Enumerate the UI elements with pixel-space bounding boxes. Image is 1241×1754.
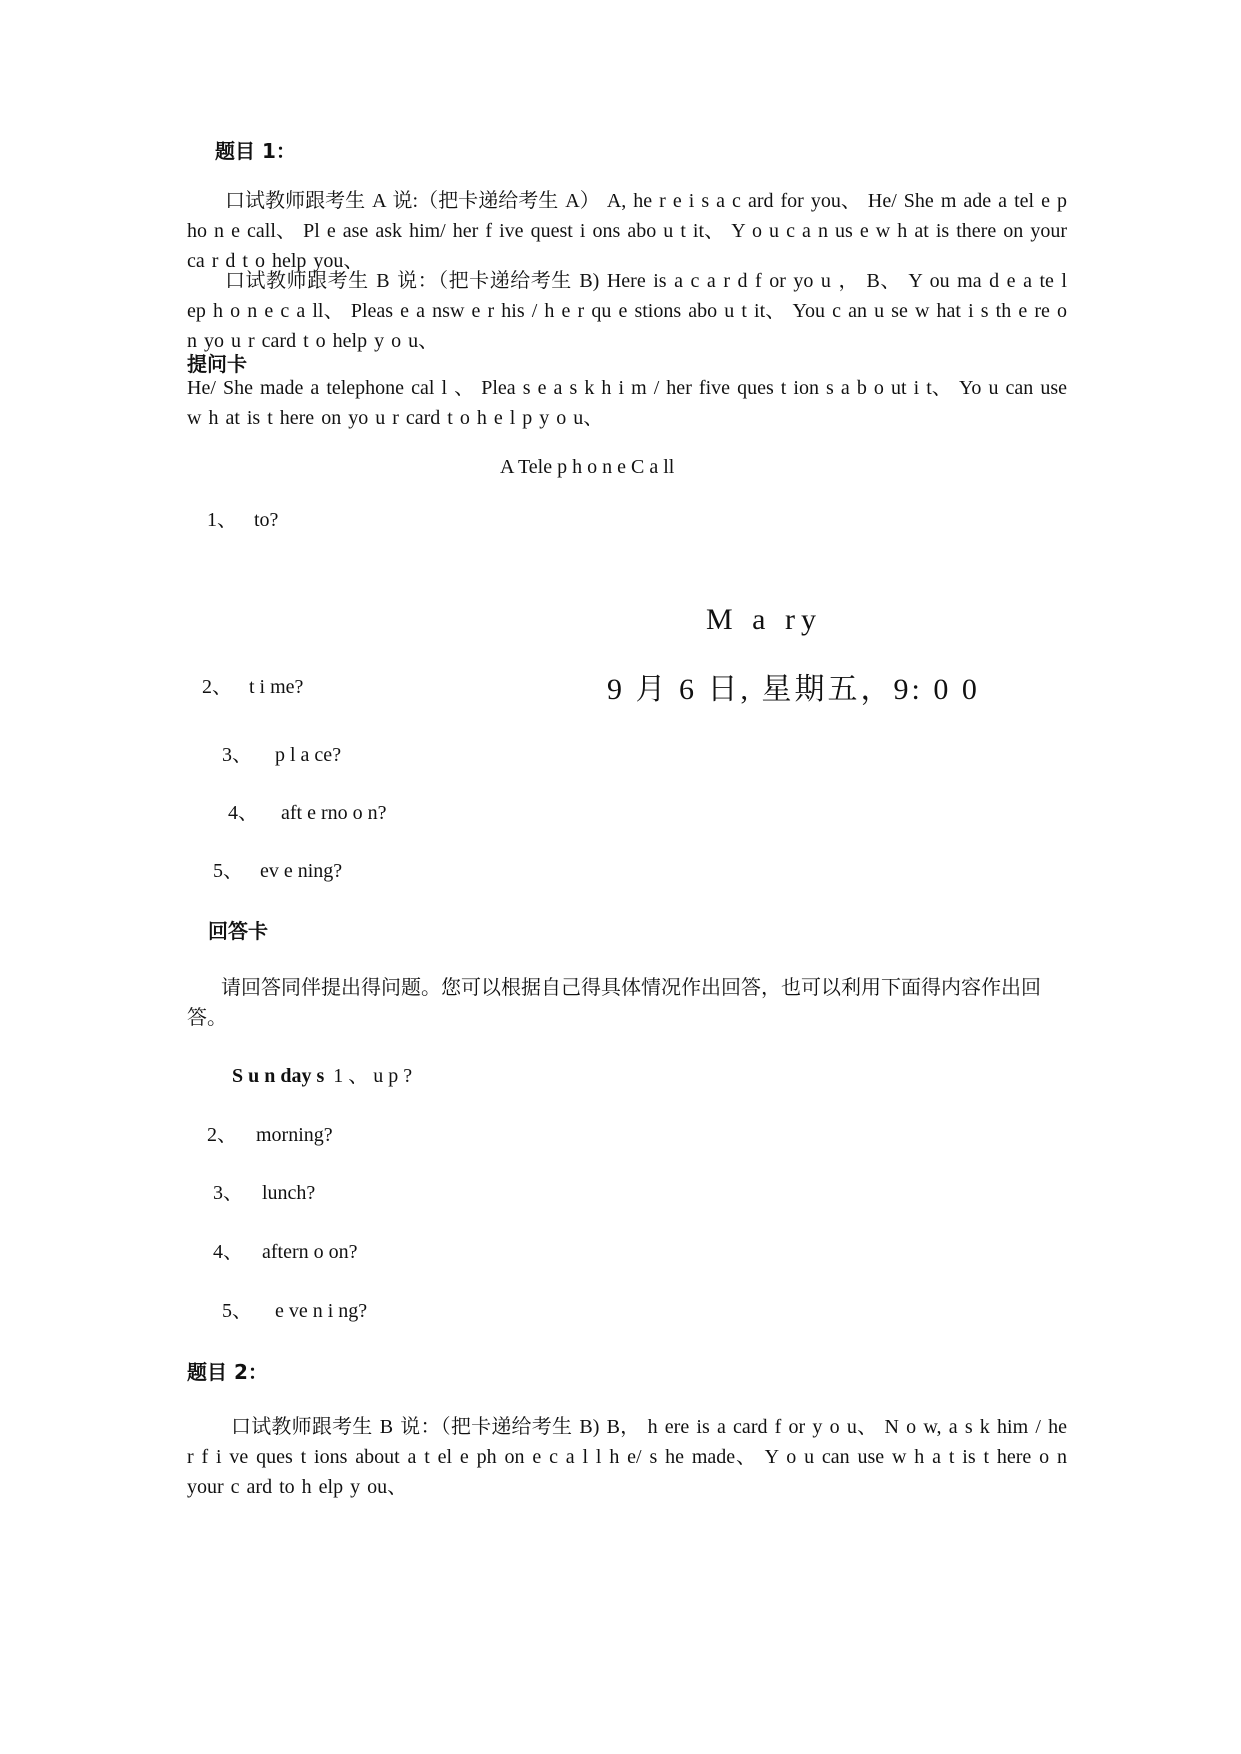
question-1-heading: 题目 1： bbox=[215, 139, 296, 163]
answer-card-instruction: 请回答同伴提出得问题。您可以根据自己得具体情况作出回答，也可以利用下面得内容作出回答。 bbox=[187, 977, 1041, 1029]
question-2-heading: 题目 2： bbox=[187, 1360, 268, 1384]
item-number: 2、 bbox=[202, 676, 232, 698]
item-number: 1、 bbox=[207, 509, 237, 531]
question-card-instruction: He/ She made a telephone cal l 、 Plea s e a s k h i m / her five ques t ion s a b o ut i t、 Yo u can use w h at is t here on yo u r card t o h e l p y o u、 bbox=[187, 377, 1067, 429]
item-number: 2、 bbox=[207, 1124, 237, 1146]
question-card-heading: 提问卡 bbox=[187, 352, 247, 376]
answer-item-3 bbox=[213, 1178, 315, 1208]
answer-item-2 bbox=[207, 1120, 333, 1150]
item-number: 5、 bbox=[213, 860, 243, 882]
item-number: 3、 bbox=[222, 744, 252, 766]
question-item-2 bbox=[202, 672, 303, 702]
teacher-instruction-q2: 口试教师跟考生 B 说：（把卡递给考生 B) B， h ere is a card f or y o u、 N o w, a s k him / he r f i ve ques t ions about a t el e ph on e c a l l h e/ s he made、 Y o u can use w h a t is t here o n your c ard to h elp y ou、 bbox=[187, 1416, 1067, 1498]
answer-item-4 bbox=[213, 1237, 358, 1267]
item-text: 1 、 u p ? bbox=[333, 1065, 413, 1087]
item-text: ev e ning? bbox=[260, 860, 343, 882]
item-number: 5、 bbox=[222, 1300, 252, 1322]
answer-card-heading: 回答卡 bbox=[208, 919, 268, 943]
card-title: A Tele p h o n e C a ll bbox=[500, 456, 675, 478]
question-item-3 bbox=[222, 740, 341, 770]
teacher-instruction-a: 口试教师跟考生 A 说:（把卡递给考生 A） A, he r e i s a c ard for you、 He/ She m ade a tel e p ho n e call、 Pl e ase ask him/ her f ive quest i ons abo u t it、 Y o u c a n us e w h at is there on your ca r d t o help you、 bbox=[187, 190, 1067, 272]
card-datetime: 9 月 6 日, 星期五，9: 0 0 bbox=[607, 673, 980, 706]
item-number: 3、 bbox=[213, 1182, 243, 1204]
item-text: aft e rno o n? bbox=[281, 802, 387, 824]
question-item-1 bbox=[207, 505, 278, 535]
question-item-5 bbox=[213, 856, 342, 886]
item-text: t i me? bbox=[249, 676, 304, 698]
item-number: 4、 bbox=[228, 802, 258, 824]
question-item-4 bbox=[228, 798, 387, 828]
item-text: lunch? bbox=[262, 1182, 316, 1204]
item-number: 4、 bbox=[213, 1241, 243, 1263]
item-text: p l a ce? bbox=[275, 744, 342, 766]
answer-item-1 bbox=[232, 1061, 412, 1091]
item-text: to? bbox=[254, 509, 279, 531]
answer-item-5 bbox=[222, 1296, 367, 1326]
answer-card-title: S u n day s bbox=[232, 1065, 325, 1087]
item-text: e ve n i ng? bbox=[275, 1300, 368, 1322]
teacher-instruction-b: 口试教师跟考生 B 说：（把卡递给考生 B) Here is a c a r d f or yo u ， B、 Y ou ma d e a te l ep h o n e c a ll、 Pleas e a nsw e r his / h e r qu e stions abo u t it、 You c an u se w hat i s th e re o n yo u r card t o help y o u、 bbox=[187, 270, 1067, 352]
item-text: morning? bbox=[256, 1124, 333, 1146]
card-name: M a ry bbox=[706, 603, 822, 636]
item-text: aftern o on? bbox=[262, 1241, 358, 1263]
